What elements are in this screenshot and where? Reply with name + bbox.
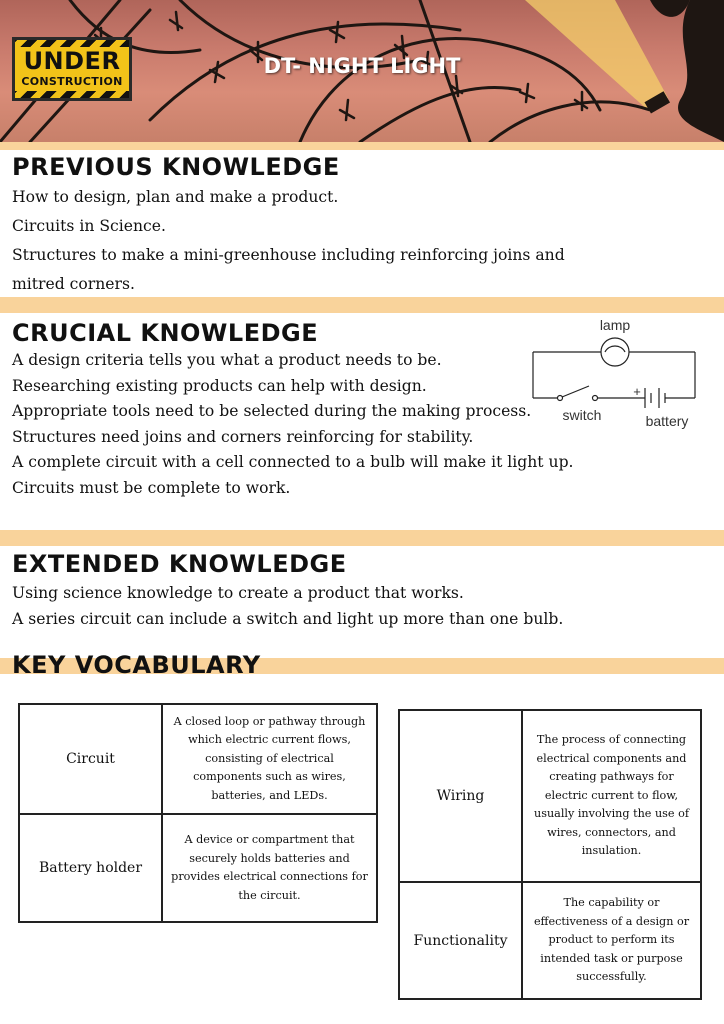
crucial-line: Circuits must be complete to work. (12, 478, 291, 497)
battery-label: battery (645, 413, 689, 429)
crucial-knowledge-heading: CRUCIAL KNOWLEDGE (12, 319, 319, 347)
vocab-term: Battery holder (19, 814, 162, 922)
vocab-term: Functionality (399, 882, 522, 999)
previous-knowledge-list (12, 183, 716, 299)
vocab-row (399, 882, 701, 999)
circuit-diagram (525, 314, 715, 438)
previous-knowledge-heading: PREVIOUS KNOWLEDGE (12, 153, 340, 181)
vocab-definition: A closed loop or pathway through which electric current flows, consisting of electrical components such as wires, batteries, and LEDs. (162, 704, 377, 814)
badge-line1: UNDER (23, 47, 121, 75)
crucial-line: A complete circuit with a cell connected to a bulb will make it light up. (12, 453, 574, 471)
previous-line: How to design, plan and make a product. (12, 188, 339, 206)
crucial-line: Researching existing products can help with design. (12, 376, 427, 395)
switch-label: switch (562, 407, 602, 423)
crucial-line: Structures need joins and corners reinforcing for stability. (12, 427, 474, 446)
extended-knowledge-heading: EXTENDED KNOWLEDGE (12, 550, 347, 578)
vocab-row (19, 704, 377, 814)
switch-symbol (562, 386, 589, 397)
divider-bar (0, 297, 724, 313)
page-title: DT- NIGHT LIGHT (263, 54, 461, 78)
vocab-table-left (18, 703, 378, 923)
vocab-row (19, 814, 377, 922)
vocab-definition: A device or compartment that securely holds batteries and provides electrical connections for the circuit. (162, 814, 377, 922)
plus-label: + (633, 384, 641, 399)
crucial-line: A design criteria tells you what a product needs to be. (12, 351, 442, 369)
extended-line: Using science knowledge to create a product that works. (12, 584, 464, 602)
lamp-label: lamp (599, 317, 631, 333)
vocab-term: Circuit (19, 704, 162, 814)
previous-line: mitred corners. (12, 275, 135, 293)
crucial-line: Appropriate tools need to be selected during the making process. (12, 402, 532, 420)
vocab-row (399, 710, 701, 882)
badge-line2: CONSTRUCTION (21, 75, 123, 88)
hazard-stripe (15, 91, 129, 98)
header-banner (0, 0, 724, 142)
previous-line: Structures to make a mini-greenhouse including reinforcing joins and (12, 246, 565, 264)
divider-bar (0, 142, 724, 150)
previous-line: Circuits in Science. (12, 217, 166, 235)
extended-line: A series circuit can include a switch and light up more than one bulb. (12, 609, 564, 628)
divider-bar (0, 530, 724, 546)
vocab-term: Wiring (399, 710, 522, 882)
hazard-stripe (15, 40, 129, 47)
vocab-table-right (398, 709, 702, 1000)
key-vocabulary-heading: KEY VOCABULARY (12, 651, 261, 679)
extended-knowledge-list (12, 581, 716, 632)
vocab-definition: The process of connecting electrical components and creating pathways for electric current to flow, usually involving the use of wires, connectors, and insulation. (522, 710, 701, 882)
vocab-definition: The capability or effectiveness of a design or product to perform its intended task or purpose successfully. (522, 882, 701, 999)
